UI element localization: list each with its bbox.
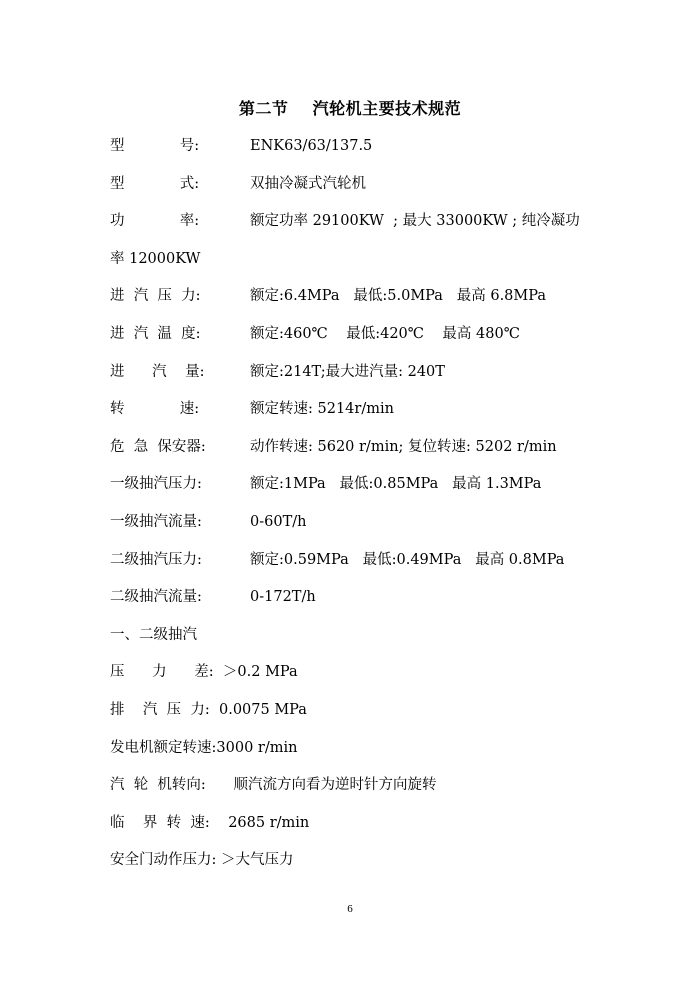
spec-line [110,128,610,166]
spec-line [110,354,610,392]
spec-value: 额定:6.4MPa 最低:5.0MPa 最高 6.8MPa [250,288,547,305]
spec-list [110,128,610,880]
spec-value: 3000 r/min [216,739,298,756]
spec-value: ＞0.2 MPa [213,664,298,681]
spec-line [110,654,610,692]
spec-label: 汽 轮 机转向: [110,777,206,794]
spec-label: 型 号: [110,138,200,154]
spec-label: 二级抽汽压力: [110,551,202,568]
spec-value: 2685 r/min [209,814,310,831]
spec-line [110,842,610,880]
spec-line [110,730,610,768]
spec-value: 率 12000KW [110,250,201,267]
spec-line [110,692,610,730]
spec-value: 动作转速: 5620 r/min; 复位转速: 5202 r/min [250,438,557,455]
spec-value: 额定转速: 5214r/min [250,401,394,418]
spec-value: 额定功率 29100KW ; 最大 33000KW ; 纯冷凝功 [250,213,580,230]
spec-line [110,429,610,467]
spec-value: 顺汽流方向看为逆时针方向旋转 [205,777,437,794]
spec-label: 压 力 差: [110,664,214,681]
spec-line [110,579,610,617]
spec-label: 一级抽汽流量: [110,513,202,530]
spec-line [110,278,610,316]
spec-line [110,504,610,542]
spec-value: 0-60T/h [250,513,307,530]
spec-label: 型 式: [110,175,200,192]
spec-value: 0.0075 MPa [209,701,307,718]
spec-value: ＞大气压力 [216,852,294,869]
spec-value: 额定:1MPa 最低:0.85MPa 最高 1.3MPa [250,476,542,493]
spec-value: 双抽冷凝式汽轮机 [250,175,366,192]
spec-line [110,316,610,354]
page-number: 6 [347,903,353,915]
spec-line [110,391,610,429]
spec-value: 0-172T/h [250,589,316,606]
spec-line [110,466,610,504]
spec-line [110,805,610,843]
spec-line [110,617,610,655]
spec-label: 发电机额定转速: [110,739,217,756]
spec-label: 进 汽 量: [110,363,205,380]
spec-label: 一、二级抽汽 [110,626,197,643]
spec-label: 临 界 转 速: [110,814,210,831]
spec-label: 二级抽汽流量: [110,589,202,606]
spec-value: ENK63/63/137.5 [250,138,373,154]
page-title: 第二节 汽轮机主要技术规范 [238,99,462,118]
spec-value: 额定:214T;最大进汽量: 240T [250,363,445,380]
spec-value: 额定:460℃ 最低:420℃ 最高 480℃ [250,325,520,342]
spec-label: 进 汽 温 度: [110,325,201,342]
spec-value: 额定:0.59MPa 最低:0.49MPa 最高 0.8MPa [250,551,565,568]
spec-label: 危 急 保安器: [110,438,206,455]
spec-label: 功 率: [110,213,200,230]
spec-line [110,767,610,805]
spec-line [110,542,610,580]
spec-line [110,166,610,204]
spec-label: 排 汽 压 力: [110,701,210,718]
spec-label: 一级抽汽压力: [110,476,202,493]
spec-label: 转 速: [110,401,200,418]
spec-label: 进 汽 压 力: [110,288,201,305]
spec-line [110,203,610,241]
spec-label: 安全门动作压力: [110,852,217,869]
spec-line [110,241,610,279]
